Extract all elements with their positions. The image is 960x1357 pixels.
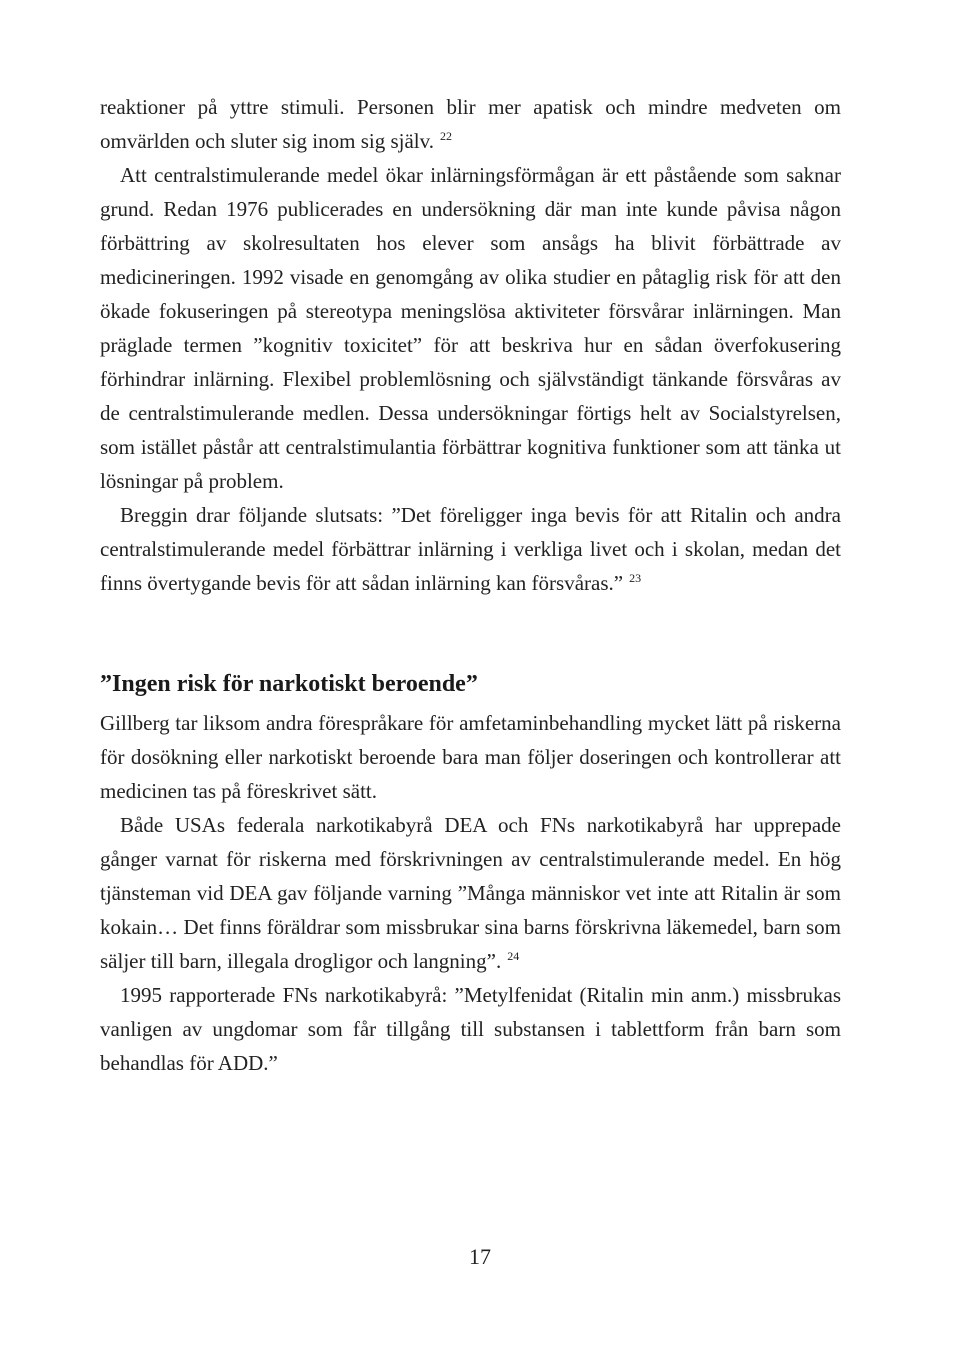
page-body: [100, 90, 841, 1080]
page-number: 17: [469, 1244, 491, 1269]
paragraph: [100, 978, 841, 1080]
paragraph: [100, 498, 841, 600]
paragraph: [100, 706, 841, 808]
paragraph-text: Att centralstimulerande medel ökar inlärningsförmågan är ett påstående som saknar grund. Redan 1976 publicerades en undersökning där man inte kunde påvisa någon förbättring av skolresultaten hos elever som ansågs ha blivit förbättrade av medicineringen. 1992 visade en genomgång av olika studier en påtaglig risk för att den ökade fokuseringen på stereotypa meningslösa aktiviteter försvårar inlärningen. Man präglade termen ”kognitiv toxicitet” för att beskriva hur en sådan överfokusering förhindrar inlärning. Flexibel problemlösning och självständigt tänkande försvåras av de centralstimulerande medlen. Dessa undersökningar förtigs helt av Socialstyrelsen, som istället påstår att centralstimulantia förbättrar kognitiva funktioner som att tänka ut lösningar på problem.: [100, 163, 841, 493]
paragraph-text: reaktioner på yttre stimuli. Personen blir mer apatisk och mindre medveten om omvärlden och sluter sig inom sig själv.: [100, 95, 841, 153]
paragraph: [100, 90, 841, 158]
footnote-marker[interactable]: 24: [507, 949, 520, 963]
paragraph: [100, 808, 841, 978]
footnote-marker[interactable]: 23: [629, 571, 642, 585]
paragraph-text: 1995 rapporterade FNs narkotikabyrå: ”Metylfenidat (Ritalin min anm.) missbrukas vanligen av ungdomar som får tillgång till substansen i tablettform från barn som behandlas för ADD.”: [100, 983, 841, 1075]
section-heading: ”Ingen risk för narkotiskt beroende”: [100, 671, 478, 697]
paragraph: [100, 158, 841, 498]
footnote-marker[interactable]: 22: [440, 129, 453, 143]
paragraph-text: Gillberg tar liksom andra förespråkare för amfetaminbehandling mycket lätt på riskerna för dosökning eller narkotiskt beroende bara man följer doseringen och kontrollerar att medicinen tas på föreskrivet sätt.: [100, 711, 841, 803]
paragraph-text: Breggin drar följande slutsats: ”Det föreligger inga bevis för att Ritalin och andra centralstimulerande medel förbättrar inlärning i verkliga livet och i skolan, medan det finns övertygande bevis för att sådan inlärning kan försvåras.”: [100, 503, 841, 595]
paragraph-text: Både USAs federala narkotikabyrå DEA och FNs narkotikabyrå har upprepade gånger varnat för riskerna med förskrivningen av centralstimulerande medel. En hög tjänsteman vid DEA gav följande varning ”Många människor vet inte att Ritalin är som kokain… Det finns föräldrar som missbrukar sina barns förskrivna läkemedel, barn som säljer till barn, illegala drogligor och langning”.: [100, 813, 841, 973]
